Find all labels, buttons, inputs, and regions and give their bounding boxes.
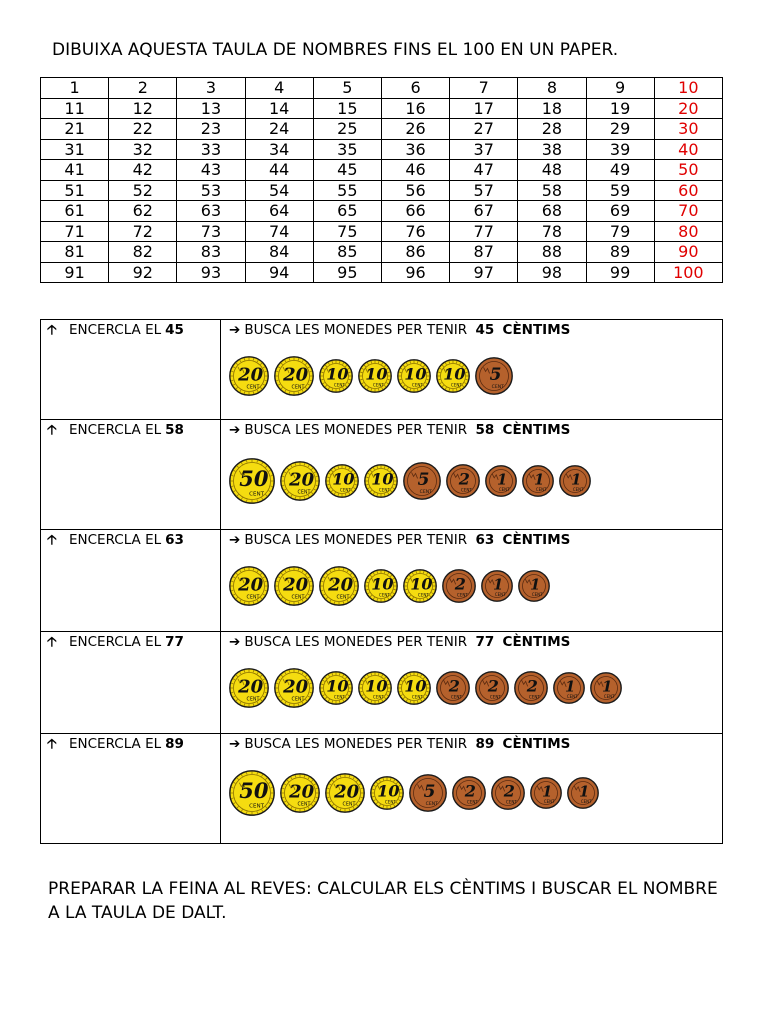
svg-text:CENT: CENT <box>378 487 390 493</box>
svg-text:CENT: CENT <box>528 694 540 700</box>
task-circle-cell <box>41 530 221 632</box>
circle-instruction: ENCERCLA EL <box>69 322 162 338</box>
number-cell: 50 <box>654 160 722 181</box>
number-cell: 70 <box>654 201 722 222</box>
number-cell: 67 <box>450 201 518 222</box>
number-cell: 31 <box>41 139 109 160</box>
number-cell: 25 <box>313 119 381 140</box>
coin-20-cent-icon <box>229 668 269 708</box>
task-circle-cell <box>41 420 221 530</box>
amount-value: 58 <box>475 422 495 438</box>
number-cell: 1 <box>41 78 109 99</box>
coin-10-cent-icon <box>319 671 353 705</box>
svg-text:CENT: CENT <box>531 591 543 597</box>
number-cell: 44 <box>245 160 313 181</box>
svg-text:5: 5 <box>417 470 430 491</box>
number-cell: 10 <box>654 78 722 99</box>
svg-text:CENT: CENT <box>333 382 345 388</box>
target-number: 89 <box>165 736 184 752</box>
number-cell: 5 <box>313 78 381 99</box>
svg-text:CENT: CENT <box>419 489 432 495</box>
svg-text:CENT: CENT <box>246 385 260 391</box>
number-row <box>41 160 723 181</box>
coins-instruction: BUSCA LES MONEDES PER TENIR <box>244 736 468 752</box>
svg-text:CENT: CENT <box>378 592 390 598</box>
target-number: 45 <box>165 322 184 338</box>
coin-5-cent-icon <box>403 462 441 500</box>
coins-instruction: BUSCA LES MONEDES PER TENIR <box>244 322 468 338</box>
svg-text:20: 20 <box>328 574 354 596</box>
number-cell: 14 <box>245 98 313 119</box>
coin-20-cent-icon <box>280 461 320 501</box>
target-number: 63 <box>165 532 184 548</box>
svg-text:10: 10 <box>332 469 355 489</box>
svg-text:CENT: CENT <box>543 798 555 804</box>
number-cell: 80 <box>654 221 722 242</box>
svg-text:10: 10 <box>404 676 427 696</box>
number-cell: 39 <box>586 139 654 160</box>
svg-text:CENT: CENT <box>372 382 384 388</box>
svg-text:1: 1 <box>493 575 504 594</box>
number-row <box>41 201 723 222</box>
svg-text:CENT: CENT <box>297 802 311 808</box>
circle-instruction: ENCERCLA EL <box>69 736 162 752</box>
svg-text:10: 10 <box>377 781 400 801</box>
svg-text:2: 2 <box>526 676 538 696</box>
number-cell: 42 <box>109 160 177 181</box>
number-cell: 3 <box>177 78 245 99</box>
coin-2-cent-icon <box>446 464 480 498</box>
number-cell: 84 <box>245 242 313 263</box>
svg-text:CENT: CENT <box>491 384 504 390</box>
coin-group <box>221 566 722 606</box>
svg-text:CENT: CENT <box>603 693 615 699</box>
number-cell: 87 <box>450 242 518 263</box>
svg-text:10: 10 <box>365 676 388 696</box>
number-cell: 66 <box>381 201 449 222</box>
svg-text:2: 2 <box>503 781 515 801</box>
svg-text:1: 1 <box>497 470 508 489</box>
number-cell: 68 <box>518 201 586 222</box>
svg-text:10: 10 <box>371 574 394 594</box>
number-cell: 19 <box>586 98 654 119</box>
number-cell: 74 <box>245 221 313 242</box>
number-cell: 88 <box>518 242 586 263</box>
svg-text:CENT: CENT <box>580 798 592 804</box>
svg-text:20: 20 <box>283 676 309 698</box>
number-cell: 85 <box>313 242 381 263</box>
svg-text:10: 10 <box>410 574 433 594</box>
svg-text:CENT: CENT <box>489 694 501 700</box>
coin-group <box>221 668 722 708</box>
coin-10-cent-icon <box>319 359 353 393</box>
svg-text:CENT: CENT <box>460 487 472 493</box>
circle-instruction: ENCERCLA EL <box>69 634 162 650</box>
number-cell: 30 <box>654 119 722 140</box>
number-cell: 92 <box>109 262 177 283</box>
number-row <box>41 262 723 283</box>
svg-text:CENT: CENT <box>498 486 510 492</box>
coin-2-cent-icon <box>514 671 548 705</box>
number-cell: 61 <box>41 201 109 222</box>
number-row <box>41 180 723 201</box>
amount-value: 77 <box>475 634 495 650</box>
svg-text:20: 20 <box>334 781 360 803</box>
number-cell: 37 <box>450 139 518 160</box>
number-cell: 73 <box>177 221 245 242</box>
number-cell: 83 <box>177 242 245 263</box>
number-cell: 41 <box>41 160 109 181</box>
number-cell: 79 <box>586 221 654 242</box>
footer-instruction: PREPARAR LA FEINA AL REVES: CALCULAR ELS CÈNTIMS I BUSCAR EL NOMBRE A LA TAULA DE DALT. <box>48 879 718 923</box>
amount-value: 63 <box>475 532 495 548</box>
svg-text:20: 20 <box>289 469 315 491</box>
number-cell: 45 <box>313 160 381 181</box>
svg-text:2: 2 <box>458 469 470 489</box>
coin-1-cent-icon <box>530 777 562 809</box>
coin-group <box>221 770 722 816</box>
number-cell: 56 <box>381 180 449 201</box>
svg-text:CENT: CENT <box>291 385 305 391</box>
number-cell: 98 <box>518 262 586 283</box>
coin-1-cent-icon <box>481 570 513 602</box>
svg-text:CENT: CENT <box>566 693 578 699</box>
number-cell: 4 <box>245 78 313 99</box>
coin-2-cent-icon <box>475 671 509 705</box>
svg-text:1: 1 <box>579 782 590 801</box>
number-cell: 11 <box>41 98 109 119</box>
task-circle-cell <box>41 632 221 734</box>
number-cell: 63 <box>177 201 245 222</box>
svg-text:5: 5 <box>489 365 502 386</box>
coin-group <box>221 356 722 396</box>
svg-text:20: 20 <box>289 781 315 803</box>
svg-text:50: 50 <box>239 778 269 804</box>
svg-text:20: 20 <box>283 574 309 596</box>
svg-text:1: 1 <box>571 470 582 489</box>
number-cell: 40 <box>654 139 722 160</box>
number-cell: 21 <box>41 119 109 140</box>
tasks-table <box>40 319 723 844</box>
svg-text:1: 1 <box>565 677 576 696</box>
svg-text:CENT: CENT <box>411 694 423 700</box>
svg-text:20: 20 <box>238 676 264 698</box>
up-arrow-icon: 🡡 <box>47 532 57 548</box>
task-row <box>41 420 723 530</box>
svg-text:CENT: CENT <box>456 592 468 598</box>
number-cell: 20 <box>654 98 722 119</box>
coin-1-cent-icon <box>559 465 591 497</box>
svg-text:1: 1 <box>534 470 545 489</box>
target-number: 77 <box>165 634 184 650</box>
coin-2-cent-icon <box>452 776 486 810</box>
up-arrow-icon: 🡡 <box>47 422 57 438</box>
amount-unit: CÈNTIMS <box>502 532 571 548</box>
number-cell: 81 <box>41 242 109 263</box>
task-coins-cell <box>221 632 723 734</box>
svg-text:20: 20 <box>283 364 309 386</box>
coin-20-cent-icon <box>229 566 269 606</box>
right-arrow-icon: ➔ <box>229 422 241 438</box>
svg-text:CENT: CENT <box>249 491 265 498</box>
number-cell: 35 <box>313 139 381 160</box>
svg-text:20: 20 <box>238 574 264 596</box>
number-cell: 55 <box>313 180 381 201</box>
number-cell: 27 <box>450 119 518 140</box>
number-cell: 65 <box>313 201 381 222</box>
task-coins-cell <box>221 420 723 530</box>
number-cell: 47 <box>450 160 518 181</box>
svg-text:2: 2 <box>448 676 460 696</box>
number-row <box>41 221 723 242</box>
coin-20-cent-icon <box>274 668 314 708</box>
number-cell: 32 <box>109 139 177 160</box>
svg-text:CENT: CENT <box>246 697 260 703</box>
coin-10-cent-icon <box>436 359 470 393</box>
coins-instruction: BUSCA LES MONEDES PER TENIR <box>244 532 468 548</box>
number-cell: 95 <box>313 262 381 283</box>
svg-text:CENT: CENT <box>249 803 265 810</box>
amount-unit: CÈNTIMS <box>502 322 571 338</box>
number-cell: 78 <box>518 221 586 242</box>
number-cell: 97 <box>450 262 518 283</box>
right-arrow-icon: ➔ <box>229 736 241 752</box>
svg-text:10: 10 <box>326 364 349 384</box>
number-cell: 82 <box>109 242 177 263</box>
number-cell: 48 <box>518 160 586 181</box>
svg-text:CENT: CENT <box>425 801 438 807</box>
number-cell: 57 <box>450 180 518 201</box>
number-cell: 46 <box>381 160 449 181</box>
number-cell: 54 <box>245 180 313 201</box>
task-circle-cell <box>41 734 221 844</box>
number-cell: 22 <box>109 119 177 140</box>
task-row <box>41 530 723 632</box>
svg-text:CENT: CENT <box>450 694 462 700</box>
svg-text:CENT: CENT <box>336 595 350 601</box>
svg-text:CENT: CENT <box>494 591 506 597</box>
number-cell: 43 <box>177 160 245 181</box>
coin-10-cent-icon <box>370 776 404 810</box>
number-cell: 93 <box>177 262 245 283</box>
coin-50-cent-icon <box>229 770 275 816</box>
coins-instruction: BUSCA LES MONEDES PER TENIR <box>244 422 468 438</box>
number-cell: 28 <box>518 119 586 140</box>
svg-text:CENT: CENT <box>450 382 462 388</box>
coin-1-cent-icon <box>590 672 622 704</box>
up-arrow-icon: 🡡 <box>47 322 57 338</box>
right-arrow-icon: ➔ <box>229 634 241 650</box>
svg-text:10: 10 <box>365 364 388 384</box>
svg-text:10: 10 <box>404 364 427 384</box>
target-number: 58 <box>165 422 184 438</box>
coin-5-cent-icon <box>475 357 513 395</box>
coin-10-cent-icon <box>358 671 392 705</box>
number-cell: 52 <box>109 180 177 201</box>
number-cell: 34 <box>245 139 313 160</box>
right-arrow-icon: ➔ <box>229 322 241 338</box>
svg-text:1: 1 <box>602 677 613 696</box>
number-cell: 72 <box>109 221 177 242</box>
svg-text:5: 5 <box>423 782 436 803</box>
coin-1-cent-icon <box>485 465 517 497</box>
svg-text:CENT: CENT <box>505 799 517 805</box>
page-heading: DIBUIXA AQUESTA TAULA DE NOMBRES FINS EL 100 EN UN PAPER. <box>52 40 619 60</box>
number-cell: 91 <box>41 262 109 283</box>
coin-1-cent-icon <box>522 465 554 497</box>
amount-unit: CÈNTIMS <box>502 634 571 650</box>
svg-text:CENT: CENT <box>342 802 356 808</box>
svg-text:CENT: CENT <box>572 486 584 492</box>
number-cell: 12 <box>109 98 177 119</box>
coin-5-cent-icon <box>409 774 447 812</box>
svg-text:CENT: CENT <box>291 697 305 703</box>
svg-text:CENT: CENT <box>384 799 396 805</box>
task-row <box>41 734 723 844</box>
number-cell: 36 <box>381 139 449 160</box>
number-cell: 51 <box>41 180 109 201</box>
svg-text:50: 50 <box>239 466 269 492</box>
coins-instruction: BUSCA LES MONEDES PER TENIR <box>244 634 468 650</box>
coin-10-cent-icon <box>397 671 431 705</box>
amount-unit: CÈNTIMS <box>502 736 571 752</box>
coin-10-cent-icon <box>358 359 392 393</box>
svg-text:2: 2 <box>487 676 499 696</box>
coin-10-cent-icon <box>364 569 398 603</box>
number-cell: 33 <box>177 139 245 160</box>
hundred-table <box>40 77 723 283</box>
svg-text:1: 1 <box>530 575 541 594</box>
number-cell: 89 <box>586 242 654 263</box>
number-cell: 18 <box>518 98 586 119</box>
number-cell: 15 <box>313 98 381 119</box>
number-cell: 77 <box>450 221 518 242</box>
svg-text:CENT: CENT <box>411 382 423 388</box>
number-cell: 38 <box>518 139 586 160</box>
coin-20-cent-icon <box>325 773 365 813</box>
coin-2-cent-icon <box>442 569 476 603</box>
svg-text:CENT: CENT <box>339 487 351 493</box>
coin-20-cent-icon <box>229 356 269 396</box>
coin-2-cent-icon <box>436 671 470 705</box>
number-cell: 49 <box>586 160 654 181</box>
coin-20-cent-icon <box>319 566 359 606</box>
number-row <box>41 78 723 99</box>
svg-text:10: 10 <box>443 364 466 384</box>
svg-text:CENT: CENT <box>297 490 311 496</box>
number-cell: 86 <box>381 242 449 263</box>
number-row <box>41 119 723 140</box>
number-cell: 24 <box>245 119 313 140</box>
circle-instruction: ENCERCLA EL <box>69 422 162 438</box>
number-cell: 62 <box>109 201 177 222</box>
number-cell: 26 <box>381 119 449 140</box>
coin-20-cent-icon <box>274 566 314 606</box>
number-cell: 6 <box>381 78 449 99</box>
svg-text:2: 2 <box>464 781 476 801</box>
amount-unit: CÈNTIMS <box>502 422 571 438</box>
number-cell: 58 <box>518 180 586 201</box>
up-arrow-icon: 🡡 <box>47 736 57 752</box>
coin-1-cent-icon <box>553 672 585 704</box>
number-cell: 76 <box>381 221 449 242</box>
number-cell: 90 <box>654 242 722 263</box>
number-cell: 53 <box>177 180 245 201</box>
amount-value: 89 <box>475 736 495 752</box>
coin-10-cent-icon <box>325 464 359 498</box>
coin-10-cent-icon <box>364 464 398 498</box>
svg-text:10: 10 <box>326 676 349 696</box>
amount-value: 45 <box>475 322 495 338</box>
number-cell: 2 <box>109 78 177 99</box>
up-arrow-icon: 🡡 <box>47 634 57 650</box>
number-cell: 71 <box>41 221 109 242</box>
coin-50-cent-icon <box>229 458 275 504</box>
svg-text:1: 1 <box>542 782 553 801</box>
number-cell: 16 <box>381 98 449 119</box>
task-coins-cell <box>221 734 723 844</box>
number-cell: 60 <box>654 180 722 201</box>
coin-1-cent-icon <box>518 570 550 602</box>
coin-20-cent-icon <box>274 356 314 396</box>
task-coins-cell <box>221 530 723 632</box>
coin-group <box>221 458 722 504</box>
svg-text:20: 20 <box>238 364 264 386</box>
number-cell: 69 <box>586 201 654 222</box>
number-cell: 99 <box>586 262 654 283</box>
svg-text:CENT: CENT <box>291 595 305 601</box>
number-cell: 75 <box>313 221 381 242</box>
number-cell: 100 <box>654 262 722 283</box>
svg-text:CENT: CENT <box>333 694 345 700</box>
coin-10-cent-icon <box>397 359 431 393</box>
svg-text:CENT: CENT <box>246 595 260 601</box>
task-coins-cell <box>221 320 723 420</box>
number-cell: 23 <box>177 119 245 140</box>
number-row <box>41 242 723 263</box>
number-cell: 59 <box>586 180 654 201</box>
svg-text:10: 10 <box>371 469 394 489</box>
number-cell: 94 <box>245 262 313 283</box>
svg-text:2: 2 <box>454 574 466 594</box>
coin-10-cent-icon <box>403 569 437 603</box>
number-cell: 13 <box>177 98 245 119</box>
circle-instruction: ENCERCLA EL <box>69 532 162 548</box>
svg-text:CENT: CENT <box>466 799 478 805</box>
number-cell: 8 <box>518 78 586 99</box>
number-cell: 64 <box>245 201 313 222</box>
task-row <box>41 320 723 420</box>
number-cell: 29 <box>586 119 654 140</box>
coin-1-cent-icon <box>567 777 599 809</box>
number-row <box>41 98 723 119</box>
task-row <box>41 632 723 734</box>
number-cell: 96 <box>381 262 449 283</box>
number-cell: 7 <box>450 78 518 99</box>
svg-text:CENT: CENT <box>372 694 384 700</box>
svg-text:CENT: CENT <box>417 592 429 598</box>
number-row <box>41 139 723 160</box>
number-cell: 17 <box>450 98 518 119</box>
coin-2-cent-icon <box>491 776 525 810</box>
coin-20-cent-icon <box>280 773 320 813</box>
right-arrow-icon: ➔ <box>229 532 241 548</box>
number-cell: 9 <box>586 78 654 99</box>
task-circle-cell <box>41 320 221 420</box>
svg-text:CENT: CENT <box>535 486 547 492</box>
